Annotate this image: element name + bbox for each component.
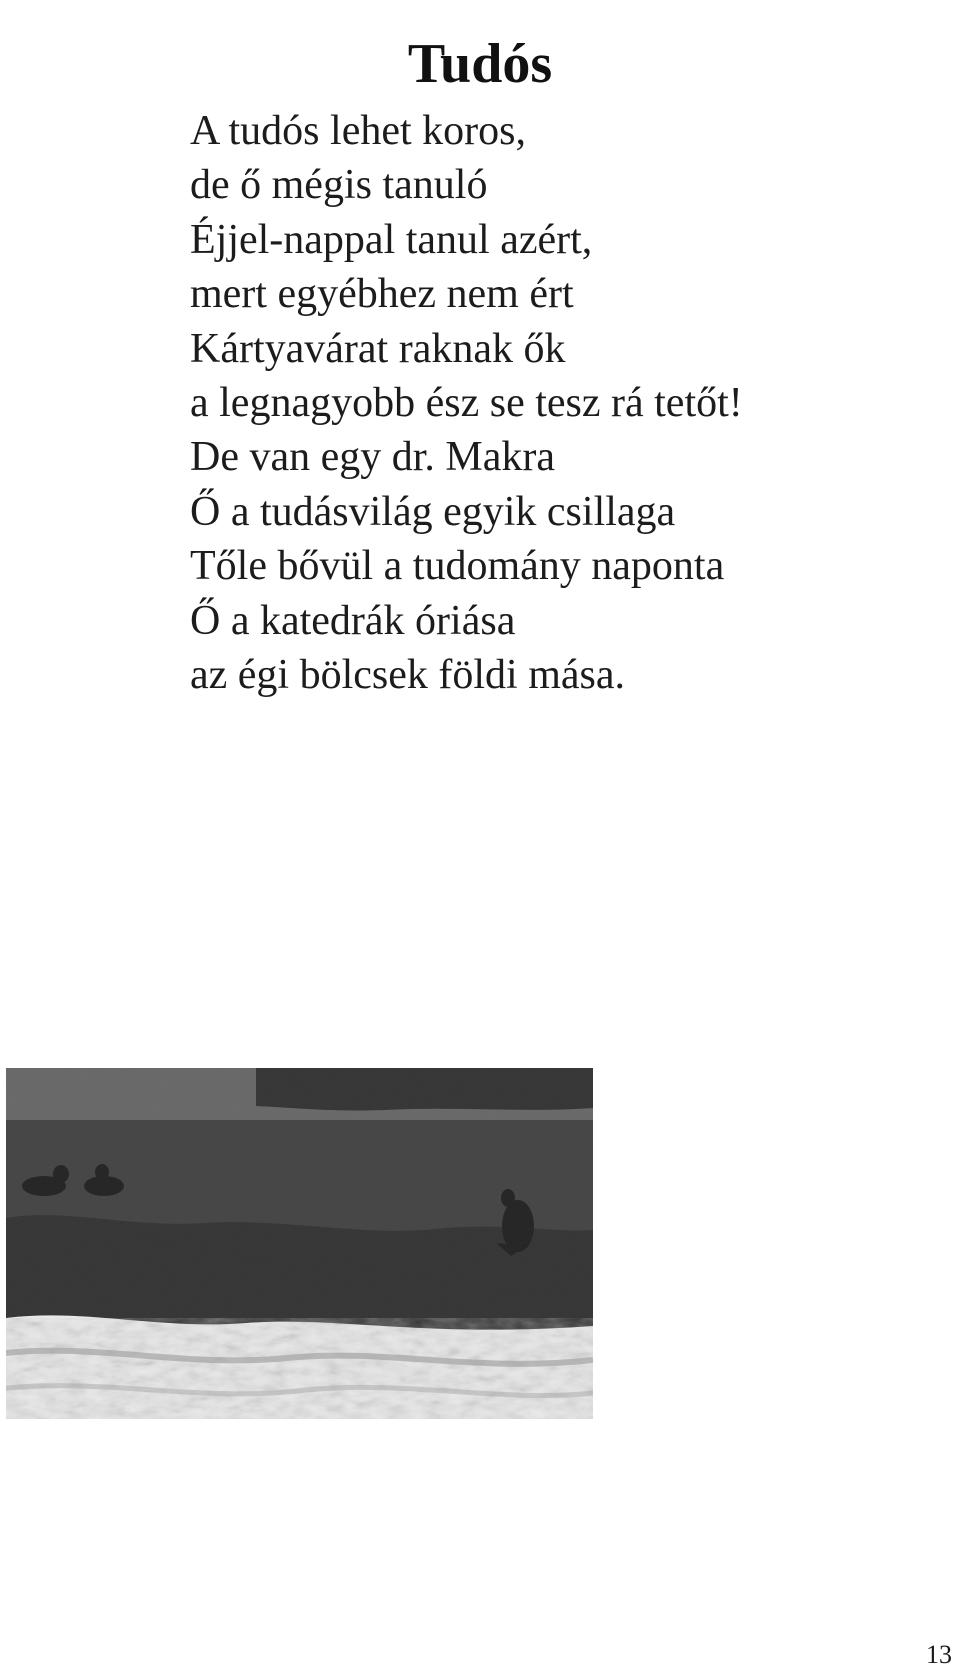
poem-line: De van egy dr. Makra — [190, 434, 556, 481]
seal-photo-drawing — [6, 1068, 593, 1419]
poem-line: az égi bölcsek földi mása. — [190, 652, 626, 699]
page-number: 13 — [926, 1640, 952, 1669]
poem-line: Éjjel-nappal tanul azért, — [190, 216, 593, 263]
poem — [190, 104, 743, 702]
seal-photo — [6, 1068, 593, 1419]
poem-line: Ő a tudásvilág egyik csillaga — [190, 488, 676, 535]
poem-line: Tőle bővül a tudomány naponta — [190, 543, 725, 590]
surf — [6, 1315, 593, 1419]
poem-line: A tudós lehet koros, — [190, 108, 526, 154]
poem-line: Ő a katedrák óriása — [190, 597, 516, 644]
poem-line: a legnagyobb ész se tesz rá tetőt! — [190, 380, 743, 427]
poem-line: mert egyébhez nem ért — [190, 271, 574, 318]
dark-hedge — [256, 1068, 593, 1111]
page-title: Tudós — [407, 32, 553, 95]
poem-line: Kártyavárat raknak ők — [190, 325, 566, 372]
poem-line: de ő mégis tanuló — [190, 162, 488, 209]
